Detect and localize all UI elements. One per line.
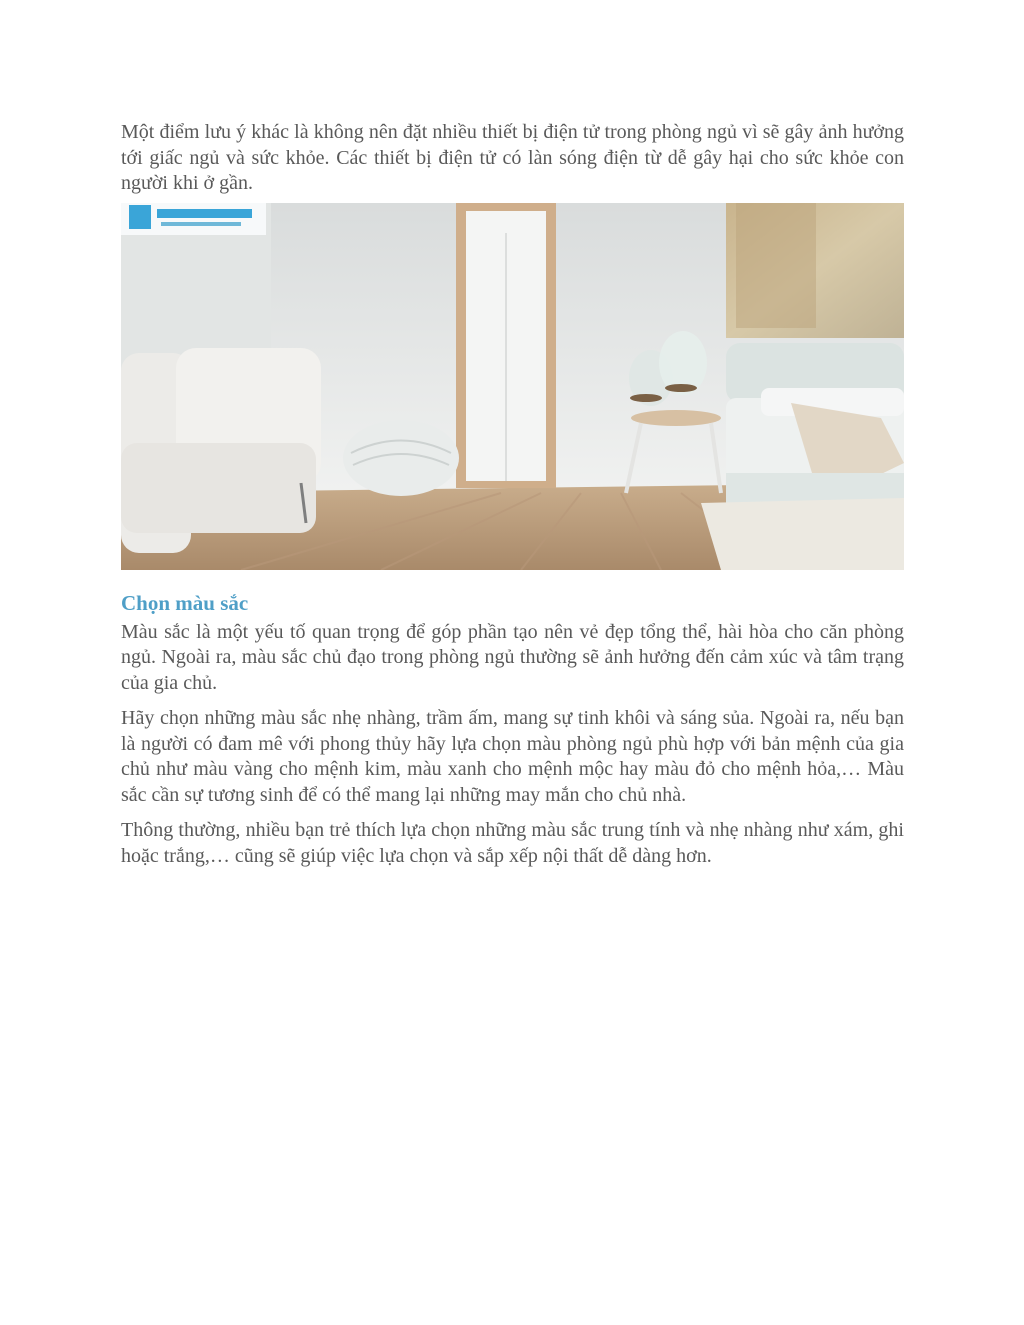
- body-paragraph-3: Thông thường, nhiều bạn trẻ thích lựa chọn những màu sắc trung tính và nhẹ nhàng như xám, ghi hoặc trắng,… cũng sẽ giúp việc lựa chọn và sắp xếp nội thất dễ dàng hơn.: [121, 819, 904, 867]
- content-column: [121, 120, 904, 879]
- body-paragraph-2: Hãy chọn những màu sắc nhẹ nhàng, trầm ấm, mang sự tinh khôi và sáng sủa. Ngoài ra, nếu bạn là người có đam mê với phong thủy hãy lựa chọn màu phòng ngủ phù hợp với bản mệnh của gia chủ như màu vàng cho mệnh kim, màu xanh cho mệnh mộc hay màu đỏ cho mệnh hỏa,… Màu sắc cần sự tương sinh để có thể mang lại những may mắn cho chủ nhà.: [121, 707, 904, 806]
- bedroom-photo: [121, 203, 904, 570]
- body-paragraph-1: Màu sắc là một yếu tố quan trọng để góp phần tạo nên vẻ đẹp tổng thể, hài hòa cho căn phòng ngủ. Ngoài ra, màu sắc chủ đạo trong phòng ngủ thường sẽ ảnh hưởng đến cảm xúc và tâm trạng của gia chủ.: [121, 620, 904, 694]
- intro-paragraph: Một điểm lưu ý khác là không nên đặt nhiều thiết bị điện tử trong phòng ngủ vì sẽ gây ảnh hưởng tới giấc ngủ và sức khỏe. Các thiết bị điện tử có làn sóng điện từ dễ gây hại cho sức khỏe con người khi ở gần.: [121, 121, 904, 194]
- section-heading: Chọn màu sắc: [121, 590, 249, 615]
